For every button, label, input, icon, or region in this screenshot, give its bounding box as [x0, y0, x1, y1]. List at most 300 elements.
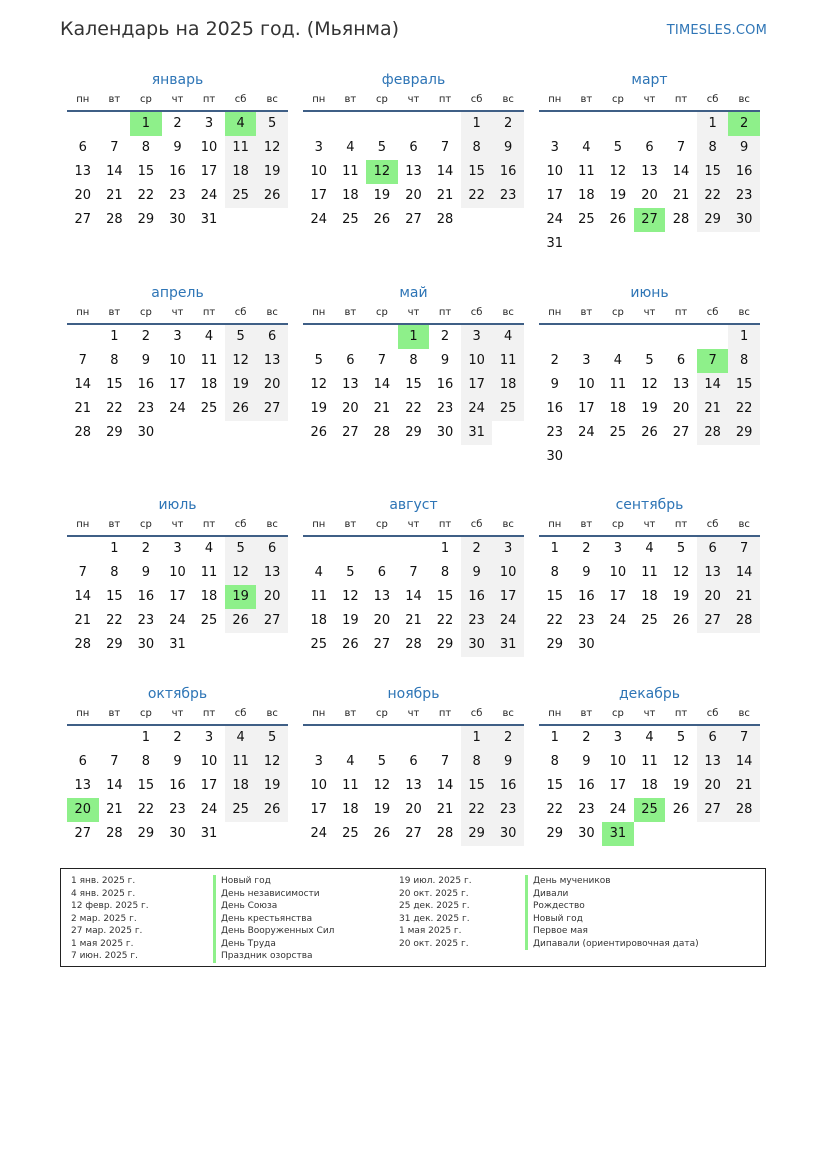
weekday-label: сб	[234, 94, 247, 105]
day-cell: 7	[697, 349, 729, 373]
day-cell: 1	[110, 541, 119, 556]
weekday-label: сб	[470, 94, 483, 105]
day-cell: 17	[169, 589, 186, 604]
empty-day	[256, 208, 288, 232]
weekday-label: чт	[407, 519, 420, 530]
weekday-label: пт	[438, 708, 452, 719]
day-cell: 5	[377, 754, 387, 769]
day-cell: 10	[609, 565, 627, 580]
empty-day	[728, 822, 760, 846]
day-cell: 2	[141, 329, 151, 344]
day-cell: 17	[310, 188, 328, 203]
day-cell: 31	[602, 822, 634, 846]
empty-day	[193, 633, 225, 657]
day-cell: 16	[578, 589, 595, 604]
day-cell: 21	[106, 802, 123, 817]
empty-day	[429, 112, 461, 136]
weekday-label: пт	[202, 519, 216, 530]
weekday-label: чт	[171, 307, 184, 318]
day-cell: 13	[74, 778, 92, 793]
week-row	[539, 561, 760, 585]
day-cell: 13	[405, 164, 422, 179]
week-row	[303, 373, 524, 397]
weekday-label: ср	[375, 519, 388, 530]
day-cell: 26	[225, 397, 257, 421]
empty-day	[67, 726, 99, 750]
weekday-label: пт	[202, 307, 216, 318]
week-row	[303, 585, 524, 609]
weekday-header	[303, 303, 524, 325]
weekday-label: пт	[202, 708, 216, 719]
day-cell: 15	[106, 377, 123, 392]
day-cell: 20	[67, 798, 99, 822]
day-cell: 13	[373, 589, 391, 604]
empty-day	[225, 421, 257, 445]
empty-day	[429, 726, 461, 750]
week-row	[539, 136, 760, 160]
weekday-label: чт	[407, 708, 420, 719]
week-row	[67, 160, 288, 184]
day-cell: 29	[137, 212, 155, 227]
empty-day	[634, 633, 666, 657]
weekday-label: вс	[738, 519, 750, 530]
day-cell: 16	[169, 778, 186, 793]
day-cell: 17	[609, 778, 627, 793]
weekday-label: чт	[643, 307, 656, 318]
month-9	[539, 495, 760, 657]
empty-day	[366, 726, 398, 750]
day-cell: 30	[436, 425, 454, 440]
day-cell: 15	[137, 164, 155, 179]
day-cell: 13	[697, 561, 729, 585]
day-cell: 7	[78, 565, 87, 580]
day-cell: 5	[676, 541, 686, 556]
day-cell: 9	[141, 565, 151, 580]
empty-day	[366, 325, 398, 349]
day-cell: 5	[346, 565, 355, 580]
day-cell: 25	[225, 184, 257, 208]
weekday-label: сб	[706, 94, 719, 105]
day-cell: 28	[697, 421, 729, 445]
day-cell: 13	[697, 750, 729, 774]
week-row	[303, 160, 524, 184]
month-4	[67, 283, 288, 445]
day-cell: 24	[310, 212, 328, 227]
day-cell: 12	[609, 164, 627, 179]
day-cell: 16	[461, 585, 493, 609]
day-cell: 26	[672, 802, 690, 817]
day-cell: 22	[106, 613, 123, 628]
day-cell: 23	[137, 613, 155, 628]
day-cell: 11	[342, 778, 359, 793]
month-name: ноябрь	[387, 686, 440, 702]
weekday-label: вт	[108, 708, 121, 719]
empty-day	[225, 208, 257, 232]
holiday-name: Новый год	[213, 875, 334, 888]
weekday-label: сб	[706, 519, 719, 530]
day-cell: 10	[578, 377, 595, 392]
day-cell: 7	[440, 754, 450, 769]
day-cell: 26	[373, 826, 391, 841]
day-cell: 29	[106, 425, 123, 440]
day-cell: 8	[728, 349, 760, 373]
day-cell: 24	[578, 425, 595, 440]
empty-day	[492, 208, 524, 232]
weekday-label: пн	[548, 94, 562, 105]
holiday-name: Рождество	[525, 900, 699, 913]
day-cell: 6	[78, 140, 87, 155]
day-cell: 26	[256, 798, 288, 822]
day-cell: 26	[641, 425, 658, 440]
empty-day	[728, 232, 760, 256]
week-row	[539, 822, 760, 846]
weekday-label: ср	[139, 94, 152, 105]
day-cell: 30	[546, 449, 564, 464]
empty-day	[193, 421, 225, 445]
holiday-date: 4 янв. 2025 г.	[71, 888, 136, 899]
day-cell: 28	[728, 609, 760, 633]
weekday-label: ср	[611, 307, 624, 318]
day-cell: 21	[405, 613, 422, 628]
day-cell: 25	[641, 613, 658, 628]
day-cell: 12	[256, 750, 288, 774]
empty-day	[728, 633, 760, 657]
week-row	[303, 208, 524, 232]
day-cell: 18	[641, 589, 658, 604]
day-cell: 10	[310, 164, 328, 179]
month-name: февраль	[381, 72, 446, 88]
holiday-names-column	[525, 875, 699, 950]
day-cell: 12	[310, 377, 328, 392]
day-cell: 18	[492, 373, 524, 397]
month-name: апрель	[151, 285, 204, 301]
empty-day	[634, 232, 666, 256]
month-name: март	[631, 72, 668, 88]
weekday-label: пт	[438, 519, 452, 530]
day-cell: 17	[578, 401, 595, 416]
week-row	[67, 798, 288, 822]
day-cell: 14	[728, 750, 760, 774]
day-cell: 18	[200, 589, 218, 604]
day-cell: 25	[609, 425, 627, 440]
weekday-label: пн	[312, 307, 326, 318]
day-cell: 16	[546, 401, 564, 416]
day-cell: 19	[310, 401, 328, 416]
day-cell: 1	[130, 112, 162, 136]
day-cell: 20	[342, 401, 359, 416]
weekday-header	[303, 90, 524, 112]
month-11	[303, 684, 524, 846]
month-10	[67, 684, 288, 846]
day-cell: 11	[492, 349, 524, 373]
weekday-label: вт	[580, 307, 593, 318]
weekday-label: вт	[580, 94, 593, 105]
day-cell: 9	[440, 353, 450, 368]
day-cell: 12	[225, 349, 257, 373]
day-cell: 29	[728, 421, 760, 445]
day-cell: 28	[436, 212, 454, 227]
day-cell: 21	[697, 397, 729, 421]
day-cell: 22	[728, 397, 760, 421]
week-row	[67, 421, 288, 445]
day-cell: 5	[676, 730, 686, 745]
day-cell: 7	[110, 140, 119, 155]
day-cell: 29	[461, 822, 493, 846]
day-cell: 4	[204, 329, 214, 344]
empty-day	[99, 726, 131, 750]
day-cell: 2	[141, 541, 151, 556]
day-cell: 24	[609, 613, 627, 628]
day-cell: 16	[436, 377, 454, 392]
holiday-date: 27 мар. 2025 г.	[71, 926, 143, 936]
weekday-label: ср	[375, 94, 388, 105]
weekday-label: ср	[611, 94, 624, 105]
day-cell: 21	[74, 613, 92, 628]
week-row	[539, 397, 760, 421]
day-cell: 15	[546, 778, 564, 793]
day-cell: 11	[641, 565, 658, 580]
day-cell: 5	[377, 140, 387, 155]
day-cell: 17	[169, 377, 186, 392]
weekday-label: сб	[470, 307, 483, 318]
day-cell: 1	[440, 541, 450, 556]
weekday-label: сб	[234, 307, 247, 318]
day-cell: 29	[546, 826, 564, 841]
day-cell: 7	[728, 537, 760, 561]
day-cell: 28	[106, 826, 123, 841]
holiday-name: Новый год	[525, 913, 699, 926]
week-row	[539, 726, 760, 750]
empty-day	[665, 822, 697, 846]
day-cell: 17	[200, 778, 218, 793]
day-cell: 4	[204, 541, 214, 556]
day-cell: 14	[74, 377, 92, 392]
weekday-label: пт	[202, 94, 216, 105]
day-cell: 8	[409, 353, 418, 368]
holiday-name: Дивали	[525, 888, 699, 901]
day-cell: 23	[728, 184, 760, 208]
day-cell: 30	[728, 208, 760, 232]
day-cell: 9	[173, 140, 182, 155]
day-cell: 26	[310, 425, 328, 440]
empty-day	[256, 633, 288, 657]
day-cell: 9	[492, 750, 524, 774]
day-cell: 23	[169, 188, 186, 203]
weekday-label: вс	[266, 519, 278, 530]
day-cell: 31	[200, 212, 218, 227]
day-cell: 9	[461, 561, 493, 585]
day-cell: 23	[137, 401, 155, 416]
day-cell: 11	[200, 565, 218, 580]
week-row	[303, 136, 524, 160]
day-cell: 18	[310, 613, 328, 628]
week-row	[67, 112, 288, 136]
day-cell: 22	[436, 613, 454, 628]
empty-day	[67, 325, 99, 349]
holiday-name: День Вооруженных Сил	[213, 925, 334, 938]
week-row	[539, 184, 760, 208]
weekday-header	[539, 303, 760, 325]
week-row	[539, 585, 760, 609]
day-cell: 6	[409, 140, 418, 155]
empty-day	[665, 445, 697, 469]
day-cell: 31	[461, 421, 493, 445]
empty-day	[697, 445, 729, 469]
day-cell: 14	[436, 164, 454, 179]
empty-day	[225, 822, 257, 846]
week-row	[67, 184, 288, 208]
month-name: июль	[158, 497, 197, 513]
weekday-label: вс	[738, 708, 750, 719]
weekday-label: ср	[611, 708, 624, 719]
day-cell: 18	[609, 401, 627, 416]
day-cell: 13	[256, 561, 288, 585]
day-cell: 19	[373, 802, 391, 817]
holiday-name: Первое мая	[525, 925, 699, 938]
day-cell: 30	[578, 826, 595, 841]
week-row	[303, 633, 524, 657]
day-cell: 25	[200, 613, 218, 628]
day-cell: 19	[609, 188, 627, 203]
weekday-label: чт	[171, 519, 184, 530]
day-cell: 27	[634, 208, 666, 232]
week-row	[539, 325, 760, 349]
day-cell: 14	[436, 778, 454, 793]
day-cell: 24	[310, 826, 328, 841]
site-link[interactable]: TIMESLES.COM	[666, 23, 767, 38]
week-row	[303, 750, 524, 774]
weekday-header	[539, 90, 760, 112]
day-cell: 27	[256, 609, 288, 633]
week-row	[303, 798, 524, 822]
week-row	[67, 537, 288, 561]
holiday-date: 12 февр. 2025 г.	[71, 901, 149, 911]
day-cell: 20	[641, 188, 658, 203]
day-cell: 8	[110, 565, 119, 580]
day-cell: 20	[256, 585, 288, 609]
day-cell: 4	[582, 140, 591, 155]
empty-day	[225, 633, 257, 657]
day-cell: 1	[141, 730, 151, 745]
day-cell: 24	[609, 802, 627, 817]
day-cell: 6	[697, 726, 729, 750]
week-row	[539, 750, 760, 774]
day-cell: 9	[492, 136, 524, 160]
day-cell: 23	[578, 802, 595, 817]
day-cell: 19	[672, 589, 690, 604]
day-cell: 12	[256, 136, 288, 160]
empty-day	[67, 537, 99, 561]
day-cell: 21	[373, 401, 391, 416]
week-row	[539, 537, 760, 561]
day-cell: 16	[137, 377, 155, 392]
weekday-label: пн	[76, 307, 90, 318]
day-cell: 15	[728, 373, 760, 397]
day-cell: 15	[461, 160, 493, 184]
day-cell: 30	[137, 425, 155, 440]
day-cell: 4	[225, 726, 257, 750]
week-row	[303, 397, 524, 421]
weekday-label: пн	[76, 519, 90, 530]
day-cell: 19	[373, 188, 391, 203]
day-cell: 28	[106, 212, 123, 227]
day-cell: 8	[141, 754, 151, 769]
weekday-header	[539, 515, 760, 537]
weekday-label: ср	[375, 708, 388, 719]
day-cell: 17	[200, 164, 218, 179]
week-row	[67, 609, 288, 633]
day-cell: 30	[169, 212, 186, 227]
day-cell: 28	[74, 637, 92, 652]
empty-day	[571, 325, 603, 349]
day-cell: 26	[609, 212, 627, 227]
day-cell: 28	[373, 425, 391, 440]
empty-day	[634, 822, 666, 846]
day-cell: 9	[141, 353, 151, 368]
weekday-label: чт	[407, 307, 420, 318]
day-cell: 15	[436, 589, 454, 604]
day-cell: 11	[641, 754, 658, 769]
holiday-date: 2 мар. 2025 г.	[71, 913, 137, 924]
day-cell: 16	[137, 589, 155, 604]
holiday-name: День мучеников	[525, 875, 699, 888]
day-cell: 24	[169, 401, 186, 416]
day-cell: 8	[697, 136, 729, 160]
day-cell: 17	[546, 188, 564, 203]
empty-day	[602, 232, 634, 256]
day-cell: 26	[225, 609, 257, 633]
holiday-name: День Союза	[213, 900, 334, 913]
day-cell: 23	[461, 609, 493, 633]
weekday-label: пн	[76, 94, 90, 105]
day-cell: 1	[728, 325, 760, 349]
week-row	[303, 609, 524, 633]
day-cell: 2	[173, 730, 182, 745]
weekday-label: вт	[344, 307, 357, 318]
weekday-label: вт	[344, 94, 357, 105]
weekday-label: сб	[234, 519, 247, 530]
week-row	[67, 750, 288, 774]
day-cell: 1	[550, 541, 559, 556]
empty-day	[303, 325, 335, 349]
day-cell: 2	[492, 112, 524, 136]
empty-day	[99, 112, 131, 136]
week-row	[303, 726, 524, 750]
empty-day	[539, 112, 571, 136]
day-cell: 3	[582, 353, 591, 368]
month-8	[303, 495, 524, 657]
weekday-label: вс	[266, 307, 278, 318]
day-cell: 14	[373, 377, 391, 392]
day-cell: 10	[461, 349, 493, 373]
weekday-label: вс	[738, 307, 750, 318]
week-row	[303, 774, 524, 798]
day-cell: 20	[405, 802, 422, 817]
empty-day	[539, 325, 571, 349]
day-cell: 3	[173, 329, 182, 344]
day-cell: 29	[546, 637, 564, 652]
day-cell: 7	[409, 565, 418, 580]
day-cell: 28	[672, 212, 690, 227]
day-cell: 4	[645, 541, 654, 556]
day-cell: 14	[106, 778, 123, 793]
empty-day	[67, 112, 99, 136]
day-cell: 31	[169, 637, 186, 652]
day-cell: 5	[256, 112, 288, 136]
day-cell: 12	[641, 377, 658, 392]
month-name: август	[389, 497, 438, 513]
empty-day	[665, 232, 697, 256]
